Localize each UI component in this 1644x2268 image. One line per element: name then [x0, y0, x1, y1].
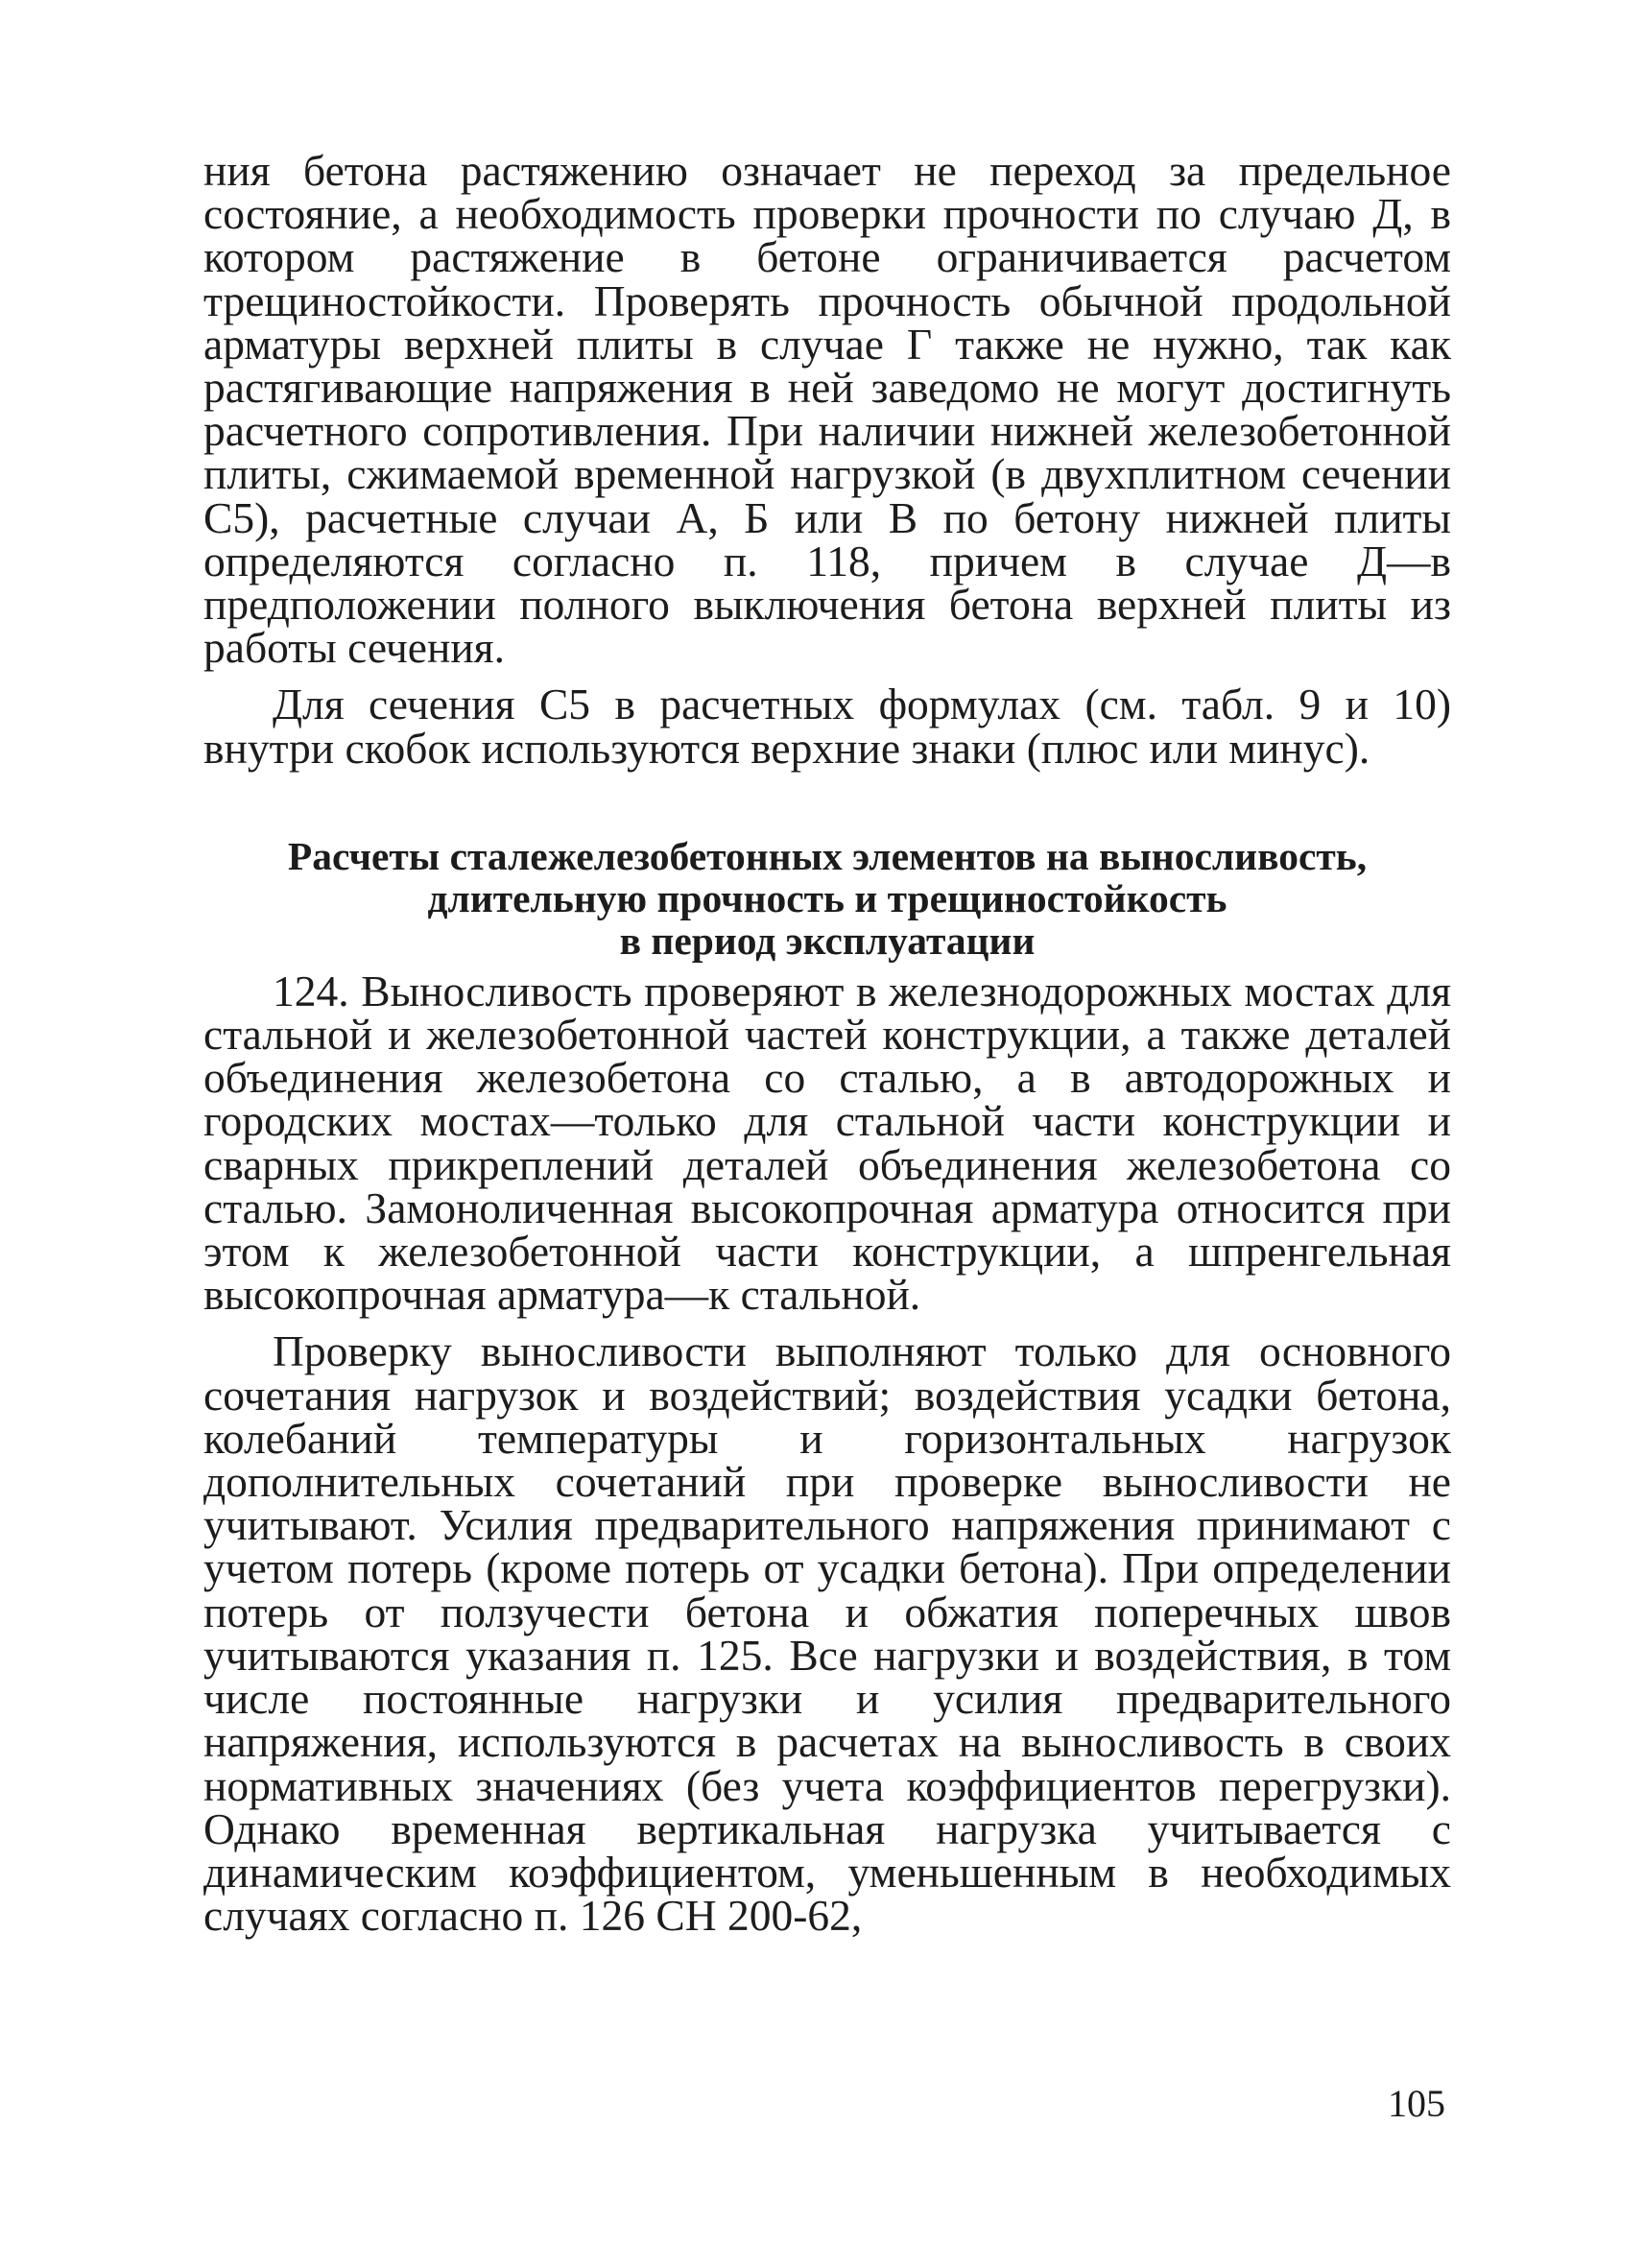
- paragraph-fatigue-check-loads: Проверку выносливости выполняют только для основного сочетания нагрузок и воздействий; воздействия усадки бетона, колебаний температуры и горизонтальных нагрузок дополнительных сочетаний при проверке выносливости не учитывают. Усилия предварительного напряжения принимают с учетом потерь (кроме потерь от усадки бетона). При определении потерь от ползучести бетона и обжатия поперечных швов учитываются указания п. 125. Все нагрузки и воздействия, в том числе постоянные нагрузки и усилия предварительного напряжения, используются в расчетах на выносливость в своих нормативных значениях (без учета коэффициентов перегрузки). Однако временная вертикальная нагрузка учитывается с динамическим коэффициентом, уменьшенным в необходимых случаях согласно п. 126 СН 200-62,: [203, 1326, 1451, 1941]
- paragraph-continuation: ния бетона растяжению означает не переход за предельное состояние, а необходимость проверки прочности по случаю Д, в котором растяжение в бетоне ограничивается расчетом трещиностойкости. Проверять прочность обычной продольной арматуры верхней плиты в случае Г также не нужно, так как растягивающие напряжения в ней заведомо не могут достигнуть расчетного сопротивления. При наличии нижней железобетонной плиты, сжимаемой временной нагрузкой (в двухплитном сечении С5), расчетные случаи А, Б или В по бетону нижней плиты определяются согласно п. 118, причем в случае Д—в предположении полного выключения бетона верхней плиты из работы сечения.: [203, 146, 1451, 673]
- section-heading-line-3: в период эксплуатации: [619, 918, 1036, 963]
- section-heading-line-2: длительную прочность и трещиностойкость: [427, 875, 1227, 920]
- page-number: 105: [1388, 2082, 1445, 2125]
- section-heading-line-1: Расчеты сталежелезобетонных элементов на выносливость,: [287, 833, 1368, 878]
- paragraph-section-c5-note: Для сечения С5 в расчетных формулах (см. табл. 9 и 10) внутри скобок используются верхние знаки (плюс или минус).: [203, 680, 1451, 773]
- paragraph-124-fatigue: 124. Выносливость проверяют в железнодорожных мостах для стальной и железобетонной частей конструкции, а также деталей объединения железобетона со сталью, а в автодорожных и городских мостах—только для стальной части конструкции и сварных прикреплений деталей объединения железобетона со сталью. Замоноличенная высокопрочная арматура относится при этом к железобетонной части конструкции, а шпренгельная высокопрочная арматура—к стальной.: [203, 966, 1451, 1320]
- page-body: [203, 146, 1451, 1941]
- section-heading: [203, 835, 1451, 962]
